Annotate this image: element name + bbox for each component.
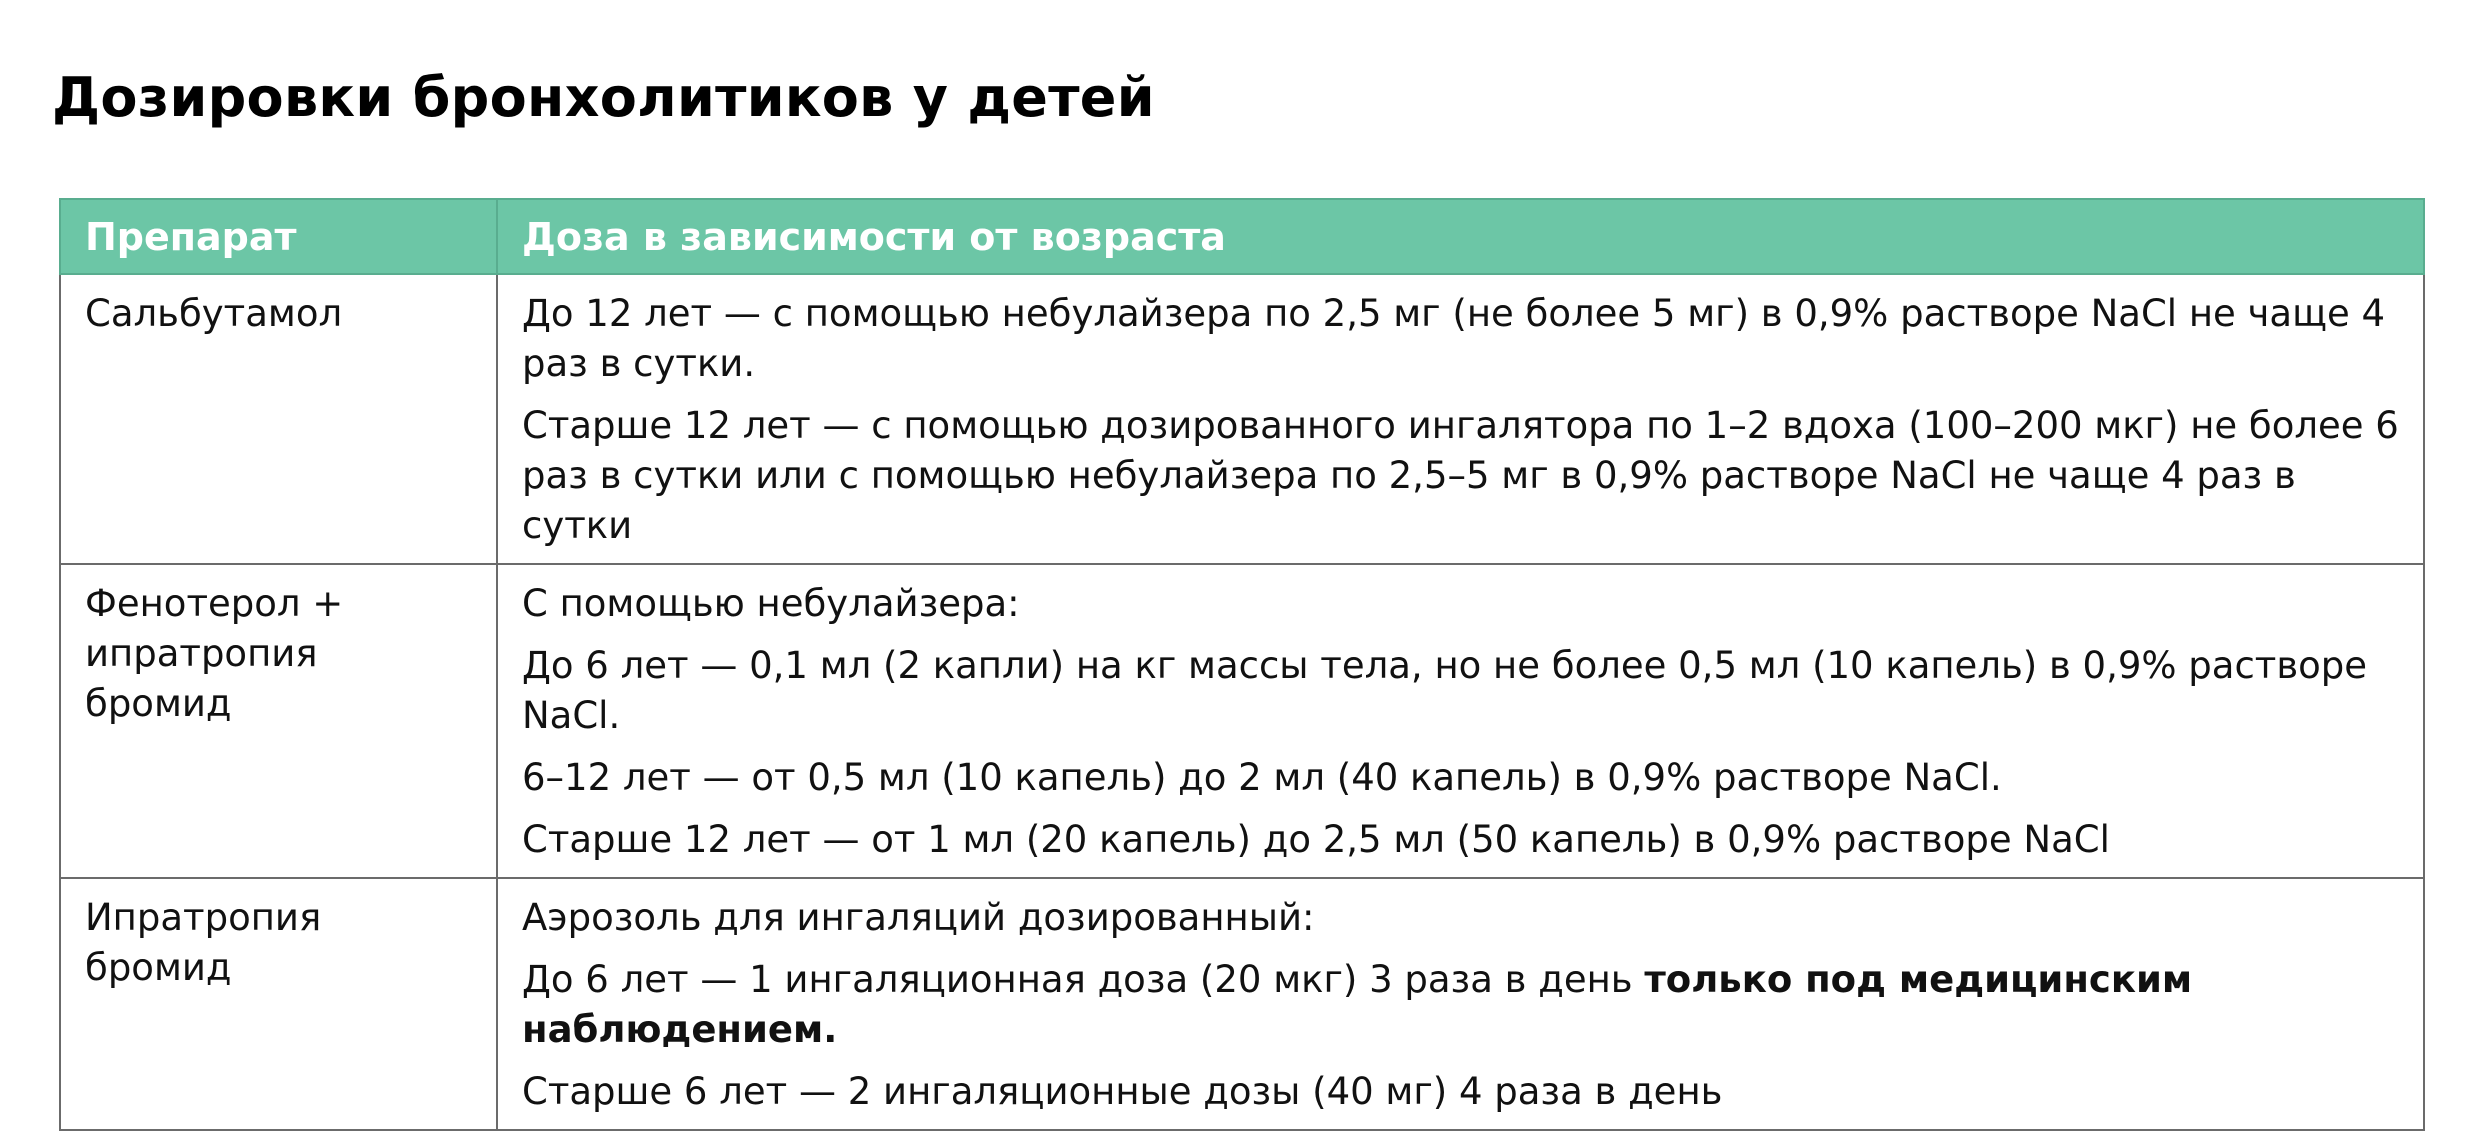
dose-line [522,955,2399,1055]
dose-line: Старше 12 лет — от 1 мл (20 капель) до 2,5 мл (50 капель) в 0,9% растворе NaCl [522,818,2110,861]
drug-cell: Фенотерол + ипратропия бромид [60,564,497,878]
table-row [60,564,2424,878]
dose-line: Аэрозоль для ингаляций дозированный: [522,896,1315,939]
dose-line: С помощью небулайзера: [522,582,1020,625]
dose-line: Старше 6 лет — 2 ингаляционные дозы (40 мг) 4 раза в день [522,1070,1723,1113]
table-row [60,878,2424,1130]
dose-line: До 12 лет — с помощью небулайзера по 2,5 мг (не более 5 мг) в 0,9% растворе NaCl не чаще 4 раз в сутки. [522,292,2386,385]
table-row [60,274,2424,564]
dose-cell [497,878,2424,1130]
medical-supervision-note: только под медицинским наблюдением. [522,958,2193,1051]
page-title: Дозировки бронхолитиков у детей [52,66,1155,129]
dosage-table [59,198,2425,1131]
dose-line: 6–12 лет — от 0,5 мл (10 капель) до 2 мл (40 капель) в 0,9% растворе NaCl. [522,756,2002,799]
dose-cell [497,564,2424,878]
drug-cell: Ипратропия бромид [60,878,497,1130]
drug-cell: Сальбутамол [60,274,497,564]
dose-text: До 6 лет — 1 ингаляционная доза (20 мкг) 3 раза в день [522,958,1633,1001]
dose-line: До 6 лет — 0,1 мл (2 капли) на кг массы тела, но не более 0,5 мл (10 капель) в 0,9% растворе NaCl. [522,644,2368,737]
dose-cell [497,274,2424,564]
column-header-drug: Препарат [60,199,497,274]
column-header-dose: Доза в зависимости от возраста [497,199,2424,274]
dose-line: Старше 12 лет — с помощью дозированного ингалятора по 1–2 вдоха (100–200 мкг) не более 6 раз в сутки или с помощью небулайзера по 2,5–5 мг в 0,9% растворе NaCl не чаще 4 раз в сутки [522,404,2399,547]
table-header-row [60,199,2424,274]
